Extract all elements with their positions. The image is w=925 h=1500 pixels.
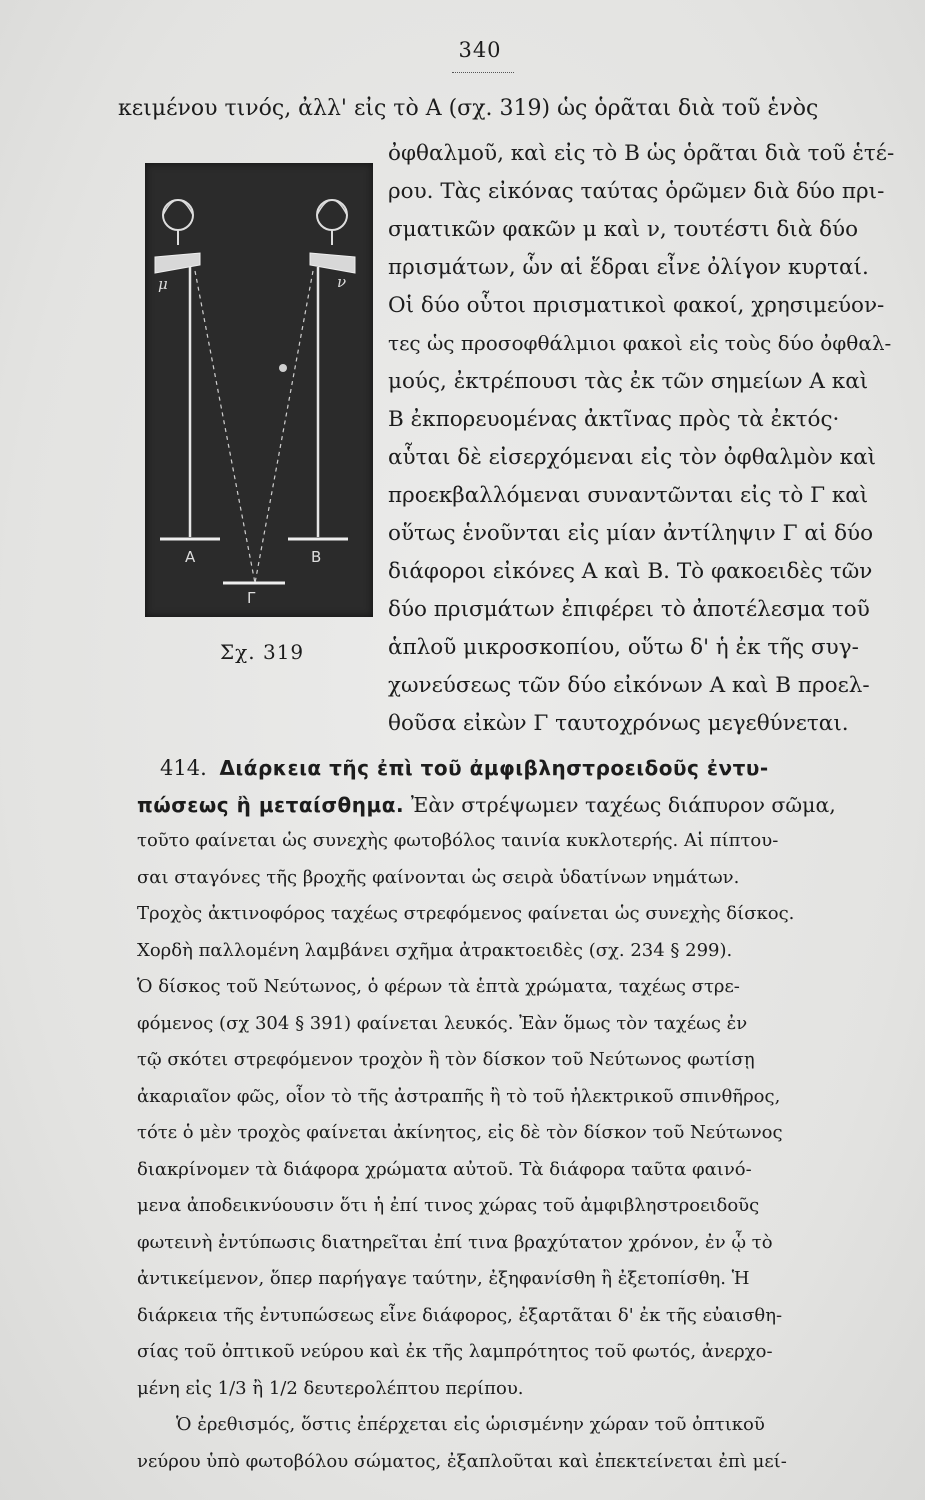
text-line: Χορδὴ παλλομένη λαμβάνει σχῆμα ἀτρακτοειδὲς (σχ. 234 § 299). (137, 940, 733, 961)
text-line: τες ὡς προσοφθάλμιοι φακοὶ εἰς τοὺς δύο ὀφθαλ- (388, 331, 892, 355)
text-line: ἁπλοῦ μικροσκοπίου, οὕτω δ' ἡ ἐκ τῆς συγ- (388, 635, 859, 660)
text-line: χωνεύσεως τῶν δύο εἰκόνων Α καὶ Β προελ- (388, 673, 870, 698)
text-line: θοῦσα εἰκὼν Γ ταυτοχρόνως μεγεθύνεται. (388, 711, 849, 736)
label-mu: μ (158, 275, 168, 293)
text-line: διάρκεια τῆς ἐντυπώσεως εἶνε διάφορος, ἐξαρτᾶται δ' ἐκ τῆς εὐαισθη- (137, 1305, 783, 1326)
section-heading-line-1 (160, 758, 769, 779)
text-line: Ὁ δίσκος τοῦ Νεύτωνος, ὁ φέρων τὰ ἑπτὰ χρώματα, ταχέως στρε- (137, 976, 740, 997)
text-line: Β ἐκπορευομένας ἀκτῖνας πρὸς τὰ ἐκτός· (388, 407, 840, 432)
left-prism (155, 253, 200, 273)
section-heading-line-2 (137, 795, 836, 817)
text-line: τότε ὁ μὲν τροχὸς φαίνεται ἀκίνητος, εἰς δὲ τὸν δίσκον τοῦ Νεύτωνος (137, 1122, 783, 1143)
label-nu: ν (337, 273, 347, 291)
section-number: 414. (160, 756, 207, 780)
section-first-line-rest: Ἐὰν στρέψωμεν ταχέως διάπυρον σῶμα, (410, 793, 836, 817)
stereoscope-diagram (145, 163, 373, 617)
text-line: μούς, ἐκτρέπουσι τὰς ἐκ τῶν σημείων Α καὶ (388, 369, 869, 394)
text-line: διάφοροι εἰκόνες Α καὶ Β. Τὸ φακοειδὲς τῶν (388, 559, 873, 584)
left-dashed-ray (195, 271, 255, 583)
section-title-part1: Διάρκεια τῆς ἐπὶ τοῦ ἀμφιβληστροειδοῦς ἐντυ- (219, 756, 769, 780)
text-line: ἀκαριαῖον φῶς, οἷον τὸ τῆς ἀστραπῆς ἢ τὸ τοῦ ἠλεκτρικοῦ σπινθῆρος, (137, 1086, 781, 1107)
text-line: διακρίνομεν τὰ διάφορα χρώματα αὐτοῦ. Τὰ διάφορα ταῦτα φαινό- (137, 1159, 752, 1180)
text-line: φόμενος (σχ 304 § 391) φαίνεται λευκός. Ἐὰν ὅμως τὸν ταχέως ἐν (137, 1013, 748, 1034)
text-line: μένη εἰς 1/3 ἢ 1/2 δευτερολέπτου περίπου. (137, 1378, 524, 1399)
label-A: Α (185, 548, 196, 566)
text-line: κειμένου τινός, ἀλλ' εἰς τὸ Α (σχ. 319) ὡς ὁρᾶται διὰ τοῦ ἑνὸς (118, 96, 819, 121)
right-dashed-ray (255, 271, 313, 583)
text-line: δύο πρισμάτων ἐπιφέρει τὸ ἀποτέλεσμα τοῦ (388, 597, 870, 622)
figure-caption: Σχ. 319 (220, 640, 305, 664)
text-line: σαι σταγόνες τῆς βροχῆς φαίνονται ὡς σειρὰ ὑδατίνων νημάτων. (137, 867, 740, 888)
text-line: ρου. Τὰς εἰκόνας ταύτας ὁρῶμεν διὰ δύο πρι- (388, 179, 885, 204)
text-line: φωτεινὴ ἐντύπωσις διατηρεῖται ἐπί τινα βραχύτατον χρόνον, ἐν ᾧ τὸ (137, 1232, 773, 1253)
text-line: τῷ σκότει στρεφόμενον τροχὸν ἢ τὸν δίσκον τοῦ Νεύτωνος φωτίσῃ (137, 1049, 755, 1070)
page-number-rule (452, 72, 514, 73)
text-line: σματικῶν φακῶν μ καὶ ν, τουτέστι διὰ δύο (388, 217, 859, 242)
text-line: ἀντικείμενον, ὅπερ παρήγαγε ταύτην, ἐξηφανίσθη ἢ ἐξετοπίσθη. Ἡ (137, 1268, 750, 1289)
text-line: ὀφθαλμοῦ, καὶ εἰς τὸ Β ὡς ὁρᾶται διὰ τοῦ ἑτέ- (388, 141, 895, 166)
text-line: οὕτως ἑνοῦνται εἰς μίαν ἀντίληψιν Γ αἱ δύο (388, 521, 874, 546)
label-Gamma: Γ (247, 589, 256, 607)
text-line: μενα ἀποδεικνύουσιν ὅτι ἡ ἐπί τινος χώρας τοῦ ἀμφιβληστροειδοῦς (137, 1195, 760, 1216)
left-eye-icon (163, 200, 193, 245)
text-line: αὗται δὲ εἰσερχόμεναι εἰς τὸν ὀφθαλμὸν καὶ (388, 445, 877, 470)
text-line: Ὁ ἐρεθισμός, ὅστις ἐπέρχεται εἰς ὡρισμένην χώραν τοῦ ὀπτικοῦ (176, 1414, 765, 1435)
text-line: τοῦτο φαίνεται ὡς συνεχὴς φωτοβόλος ταινία κυκλοτερής. Αἱ πίπτου- (137, 830, 779, 851)
figure-319 (145, 163, 373, 617)
text-line: σίας τοῦ ὀπτικοῦ νεύρου καὶ ἐκ τῆς λαμπρότητος τοῦ φωτός, ἀνερχο- (137, 1341, 773, 1362)
text-line: νεύρου ὑπὸ φωτοβόλου σώματος, ἐξαπλοῦται καὶ ἐπεκτείνεται ἐπὶ μεί- (137, 1451, 787, 1472)
page-number: 340 (458, 38, 502, 62)
text-line: Οἱ δύο οὗτοι πρισματικοὶ φακοί, χρησιμεύον- (388, 293, 885, 318)
label-B: Β (311, 548, 322, 566)
text-line: πρισμάτων, ὧν αἱ ἕδραι εἶνε ὀλίγον κυρταί. (388, 255, 869, 280)
center-point (279, 364, 287, 372)
text-line: Τροχὸς ἀκτινοφόρος ταχέως στρεφόμενος φαίνεται ὡς συνεχὴς δίσκος. (137, 903, 795, 924)
text-line: προεκβαλλόμεναι συναντῶνται εἰς τὸ Γ καὶ (388, 483, 869, 508)
section-title-part2: πώσεως ἢ μεταίσθημα. (137, 793, 405, 817)
right-eye-icon (317, 200, 347, 245)
